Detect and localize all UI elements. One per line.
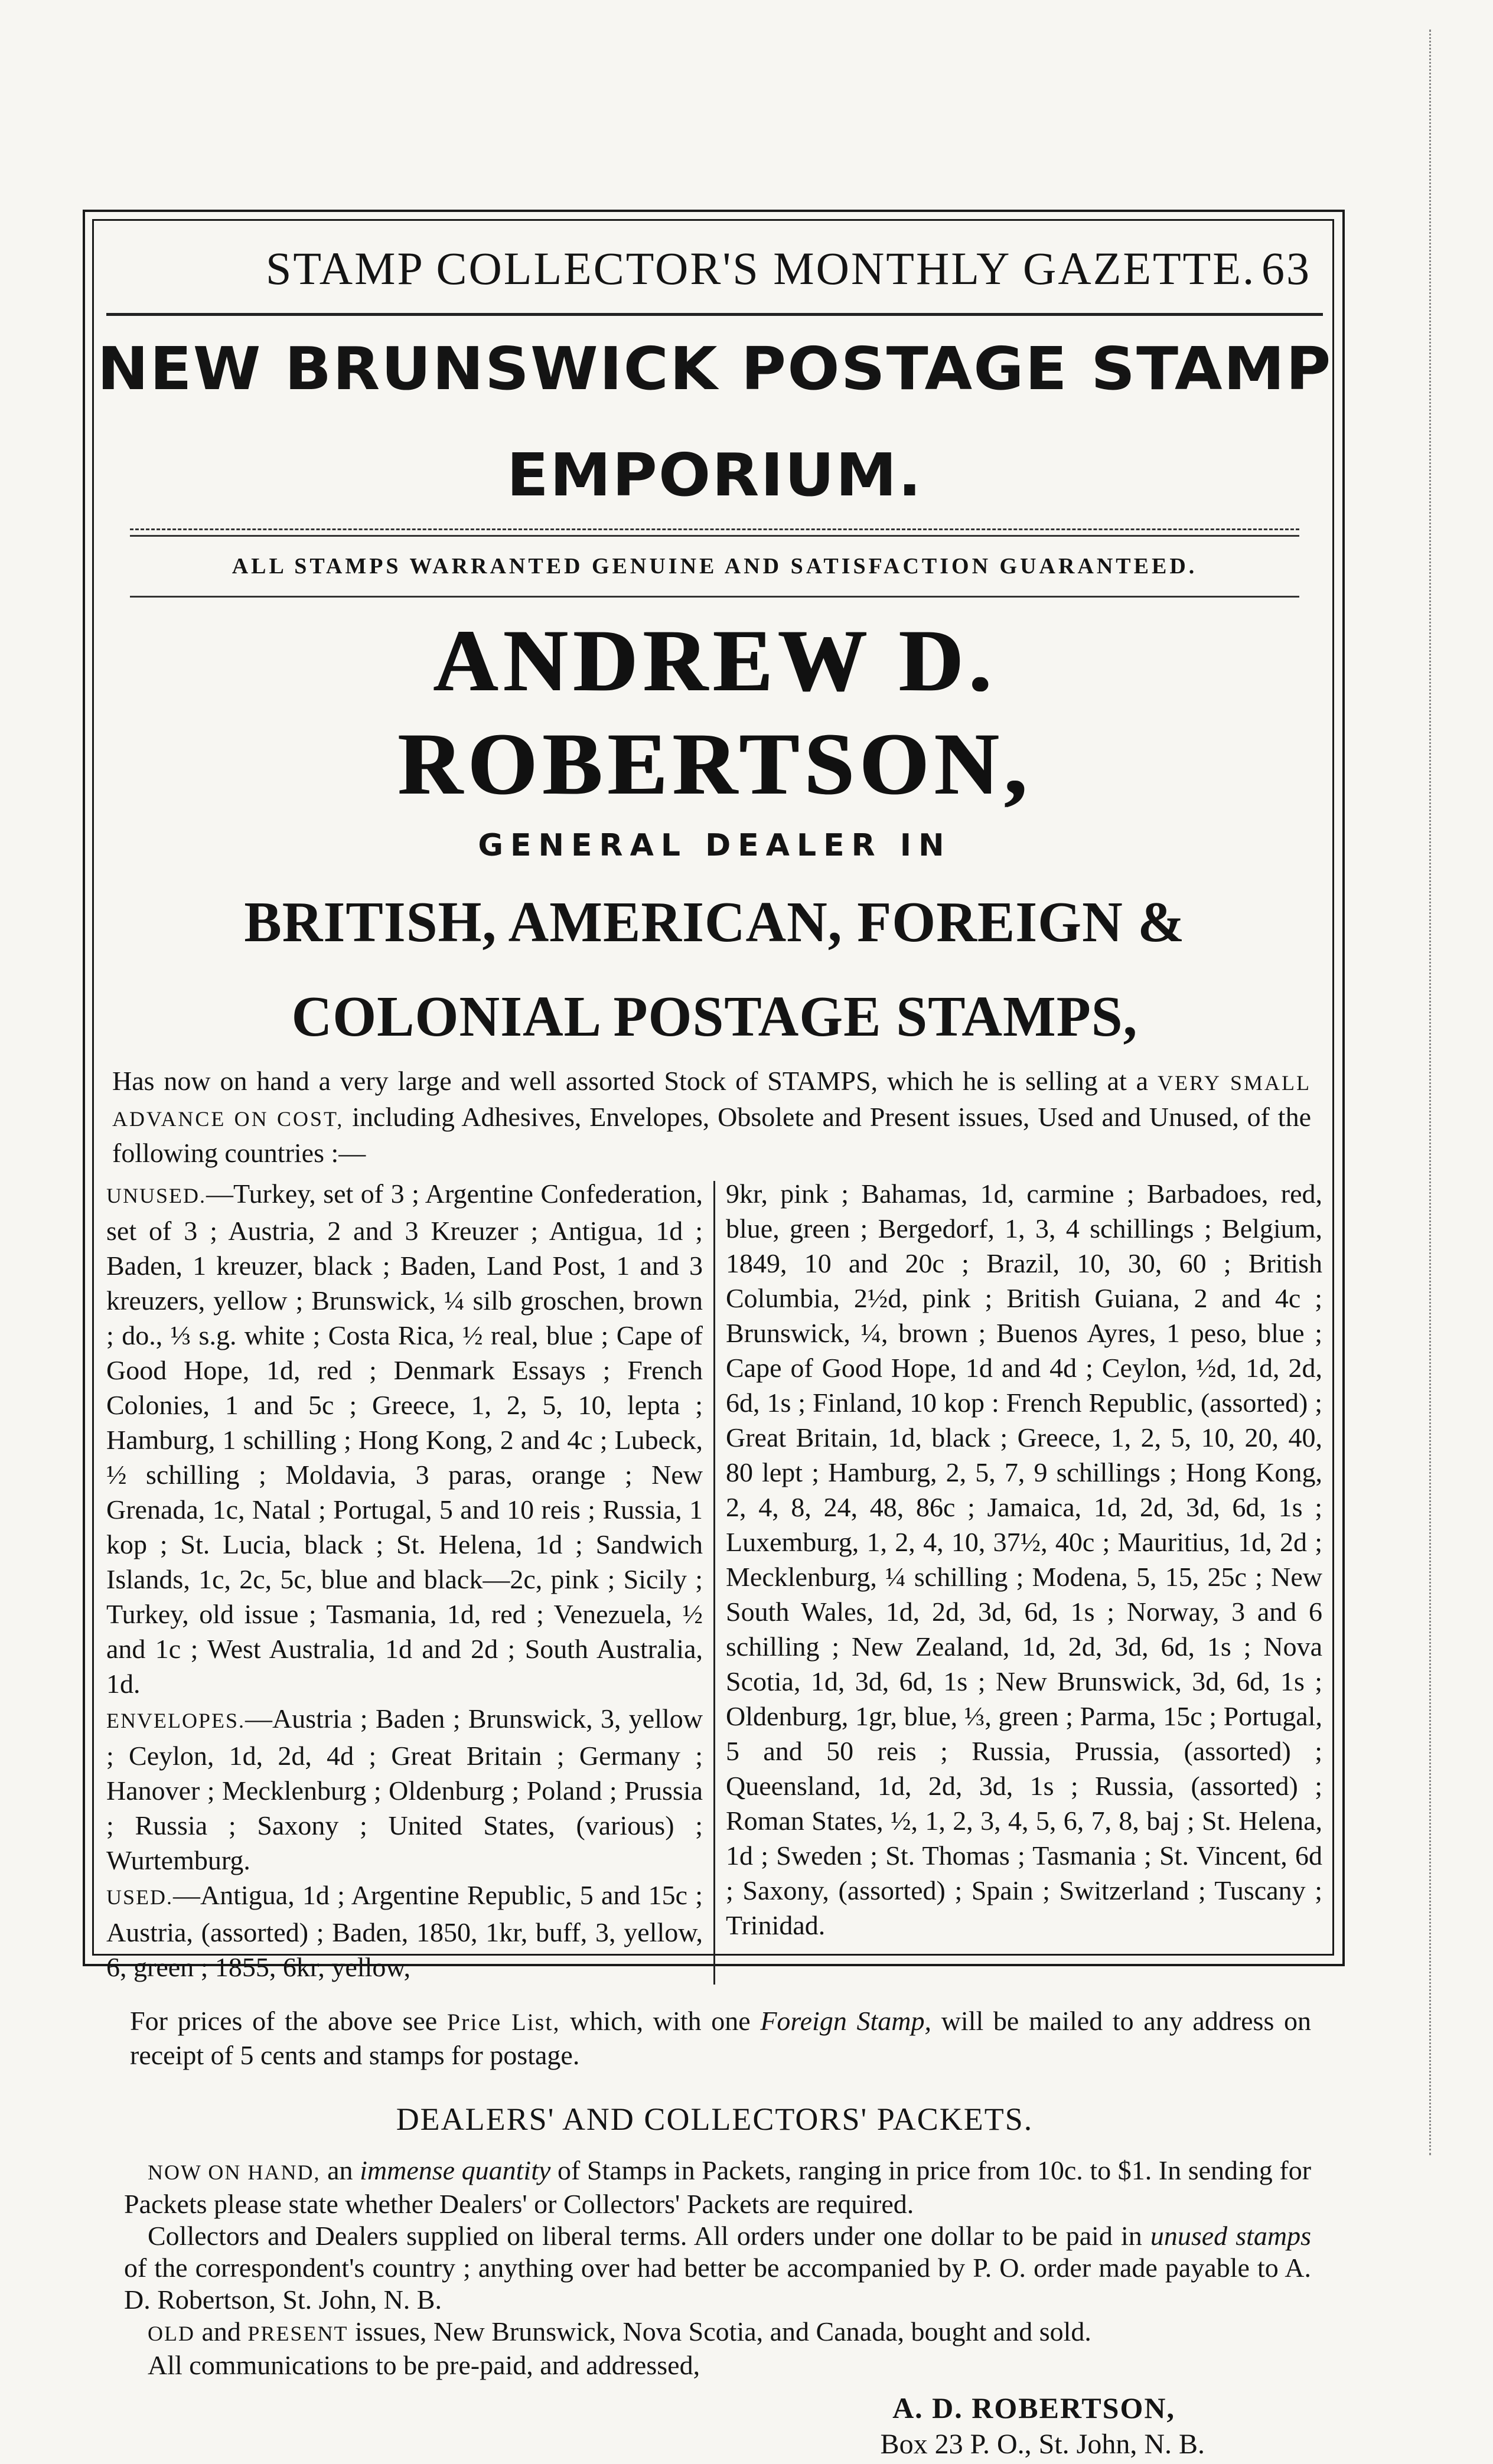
emporium-title: NEW BRUNSWICK POSTAGE STAMP EMPORIUM. [97,334,1332,510]
immense-quantity: immense quantity [360,2155,551,2185]
intro-paragraph [112,1064,1311,1170]
left-column [106,1176,713,1985]
dealer-name: ANDREW D. ROBERTSON, [397,612,1032,813]
packets-paragraph-2 [124,2220,1311,2316]
intro-text: Has now on hand a very large and well assorted Stock of STAMPS, which he is selling at a [112,1066,1149,1096]
packets-text: an [327,2155,353,2185]
page-edge-decoration [1429,30,1449,2155]
terms-text-rest: of the correspondent's country ; anything over had better be accompanied by P. O. order made payable to A. D. Robertson, St. John, N. B. [124,2253,1311,2315]
warranty-line: ALL STAMPS WARRANTED GENUINE AND SATISFACTION GUARANTEED. [130,537,1299,598]
packets-text-rest: of Stamps in Packets, ranging in price from 10c. to $1. In sending for Packets please state whether Dealers' or Collectors' Packets are required. [124,2155,1312,2219]
price-list-ref: Price List, [446,2009,560,2035]
packets-heading: DEALERS' AND COLLECTORS' PACKETS. [396,2101,1034,2137]
used-section [106,1878,703,1985]
right-column [715,1176,1322,1985]
price-note-text: For prices of the above see [130,2006,438,2036]
price-note-text-2: which, with one [570,2006,751,2036]
publication-title: STAMP COLLECTOR'S MONTHLY GAZETTE. [266,243,1256,294]
unused-label: UNUSED. [106,1184,207,1207]
packets-paragraph-4: All communications to be pre-paid, and addressed, [148,2350,700,2380]
envelopes-text: —Austria ; Baden ; Brunswick, 3, yellow ; Ceylon, 1d, 2d, 4d ; Great Britain ; Germany ; Hanover ; Mecklenburg ; Oldenburg ; Poland ; Prussia ; Russia ; Saxony ; United States, (various) ; Wurtemburg. [106,1703,703,1875]
page-number: 63 [1261,243,1311,294]
packets-paragraph-1 [124,2155,1311,2220]
price-note-text-3: will be mailed to any address on receipt of 5 cents and stamps for postage. [130,2006,1312,2070]
country-columns [106,1176,1323,1985]
present-label: PRESENT [247,2322,348,2345]
terms-text: Collectors and Dealers supplied on liberal terms. All orders under one dollar to be paid in [148,2221,1142,2251]
advertisement-page [97,224,1332,2464]
envelopes-section [106,1701,703,1878]
foreign-stamp-ref: Foreign Stamp, [760,2006,931,2036]
intro-small-caps: VERY SMALL ADVANCE ON COST, [112,1071,1312,1131]
issues-text: issues, New Brunswick, Nova Scotia, and Canada, bought and sold. [354,2316,1091,2346]
divider [130,528,1299,537]
now-on-hand: NOW ON HAND, [148,2161,321,2184]
used-label: USED. [106,1885,174,1909]
unused-section [106,1176,703,1701]
packets-section [106,2155,1323,2381]
packets-paragraph-3 [124,2316,1311,2349]
old-label: OLD [148,2322,195,2345]
price-note [130,2005,1311,2072]
running-head [106,224,1323,316]
signature-address: Box 23 P. O., St. John, N. B. [880,2429,1205,2460]
unused-stamps-italic: unused stamps [1150,2221,1311,2251]
dealer-role: GENERAL DEALER IN [478,828,951,863]
unused-text: —Turkey, set of 3 ; Argentine Confederation, set of 3 ; Austria, 2 and 3 Kreuzer ; Antigua, 1d ; Baden, 1 kreuzer, black ; Baden, Land Post, 1 and 3 kreuzers, yellow ; Brunswick, ¼ silb groschen, brown ; do., ⅓ s.g. white ; Costa Rica, ½ real, blue ; Cape of Good Hope, 1d, red ; Denmark Essays ; French Colonies, 1 and 5c ; Greece, 1, 2, 5, 10, lepta ; Hamburg, 1 schilling ; Hong Kong, 2 and 4c ; Lubeck, ½ schilling ; Moldavia, 3 paras, orange ; New Grenada, 1c, Natal ; Portugal, 5 and 10 reis ; Russia, 1 kop ; St. Lucia, black ; St. Helena, 1d ; Sandwich Islands, 1c, 2c, 5c, blue and black—2c, pink ; Sicily ; Turkey, old issue ; Tasmania, 1d, red ; Venezuela, ½ and 1c ; West Australia, 1d and 2d ; South Australia, 1d. [106,1179,703,1699]
signature-name: A. D. ROBERTSON, [892,2391,1175,2424]
envelopes-label: ENVELOPES. [106,1709,245,1732]
used-text: —Antigua, 1d ; Argentine Republic, 5 and 15c ; Austria, (assorted) ; Baden, 1850, 1kr, buff, 3, yellow, 6, green ; 1855, 6kr, yellow, [106,1880,703,1982]
and-text: and [201,2316,241,2346]
right-column-text: 9kr, pink ; Bahamas, 1d, carmine ; Barbadoes, red, blue, green ; Bergedorf, 1, 3, 4 schillings ; Belgium, 1849, 10 and 20c ; Brazil, 10, 30, 60 ; British Columbia, 2½d, pink ; British Guiana, 2 and 4c ; Brunswick, ¼, brown ; Buenos Ayres, 1 peso, blue ; Cape of Good Hope, 1d and 4d ; Ceylon, ½d, 1d, 2d, 6d, 1s ; Finland, 10 kop : French Republic, (assorted) ; Great Britain, 1d, black ; Greece, 1, 2, 5, 10, 20, 40, 80 lept ; Hamburg, 2, 5, 7, 9 schillings ; Hong Kong, 2, 4, 8, 24, 48, 86c ; Jamaica, 1d, 2d, 3d, 6d, 1s ; Luxemburg, 1, 2, 4, 10, 37½, 40c ; Mauritius, 1d, 2d ; Mecklenburg, ¼ schilling ; Modena, 5, 15, 25c ; New South Wales, 1d, 2d, 3d, 6d, 1s ; Norway, 3 and 6 schilling ; New Zealand, 1d, 2d, 3d, 6d, 1s ; Nova Scotia, 1d, 3d, 6d, 1s ; New Brunswick, 3d, 6d, 1s ; Oldenburg, 1gr, blue, ⅓, green ; Parma, 15c ; Portugal, 5 and 50 reis ; Russia, Prussia, (assorted) ; Queensland, 1d, 2d, 3d, 1s ; Russia, (assorted) ; Roman States, ½, 1, 2, 3, 4, 5, 6, 7, 8, baj ; St. Helena, 1d ; Sweden ; St. Thomas ; Tasmania ; St. Vincent, 6d ; Saxony, (assorted) ; Spain ; Switzerland ; Tuscany ; Trinidad. [726,1179,1322,1940]
dealer-specialty: BRITISH, AMERICAN, FOREIGN & COLONIAL POSTAGE STAMPS, [244,890,1185,1049]
intro-text-2: including Adhesives, Envelopes, Obsolete and Present issues, Used and Unused, of the following countries :— [112,1102,1312,1168]
